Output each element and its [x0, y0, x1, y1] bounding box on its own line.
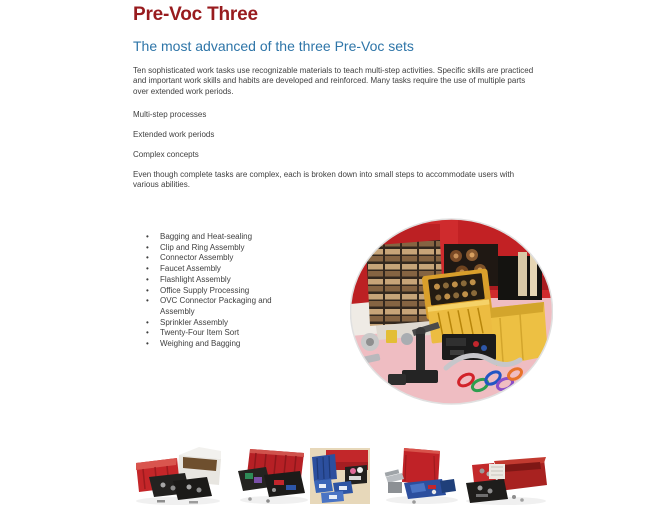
feature-line-3: Complex concepts	[133, 150, 199, 159]
compartment-trays-graphic	[238, 443, 312, 507]
task-list-item	[146, 286, 280, 297]
task-label: Sprinkler Assembly	[160, 317, 229, 327]
heat-sealer-trays-graphic	[384, 443, 462, 507]
task-label: OVC Connector Packaging and Assembly	[160, 296, 272, 316]
gallery-thumbnail-5[interactable]	[460, 443, 548, 507]
bullet-icon: •	[146, 317, 149, 327]
task-label: Weighing and Bagging	[160, 339, 241, 349]
gallery-thumbnail-2[interactable]	[238, 443, 312, 507]
task-label: Clip and Ring Assembly	[160, 242, 245, 252]
bullet-icon: •	[146, 328, 149, 338]
task-list-item	[146, 232, 280, 243]
page-subtitle: The most advanced of the three Pre-Voc sets	[133, 38, 414, 54]
task-list-item	[146, 264, 280, 275]
bullet-icon: •	[146, 339, 149, 349]
task-list-item	[146, 253, 280, 264]
task-label: Office Supply Processing	[160, 285, 250, 295]
bullet-icon: •	[146, 285, 149, 295]
red-tote-parts-tray-graphic	[460, 443, 548, 507]
task-label: Twenty-Four Item Sort	[160, 328, 240, 338]
bullet-icon: •	[146, 242, 149, 252]
task-list-item	[146, 318, 280, 329]
task-list-item	[146, 328, 280, 339]
gallery-thumbnail-3[interactable]	[309, 441, 371, 507]
feature-line-2: Extended work periods	[133, 130, 215, 139]
heat-sealer-tool	[385, 469, 404, 493]
note-paragraph: Even though complete tasks are complex, each is broken down into small steps to accommodate users with various abilities.	[133, 170, 515, 190]
task-label: Flashlight Assembly	[160, 274, 231, 284]
feature-line-1: Multi-step processes	[133, 110, 207, 119]
hero-product-collage-graphic	[350, 218, 553, 405]
task-list	[146, 232, 280, 350]
task-label: Faucet Assembly	[160, 264, 221, 274]
red-bin-hardware-trays-graphic	[133, 443, 228, 507]
task-label: Bagging and Heat-sealing	[160, 232, 253, 241]
bullet-icon: •	[146, 232, 149, 241]
task-list-item	[146, 339, 280, 350]
bullet-icon: •	[146, 296, 149, 306]
page-title: Pre-Voc Three	[133, 4, 258, 25]
hero-product-photo[interactable]	[350, 218, 553, 405]
gallery-thumbnail-4[interactable]	[384, 443, 462, 507]
task-list-item	[146, 296, 280, 317]
task-list-item	[146, 275, 280, 286]
bullet-icon: •	[146, 274, 149, 284]
yellow-organizer-case	[422, 268, 496, 344]
bullet-icon: •	[146, 253, 149, 263]
task-label: Connector Assembly	[160, 253, 234, 263]
task-list-item	[146, 243, 280, 254]
blue-sorting-bins-graphic	[309, 441, 371, 507]
gallery-thumbnail-1[interactable]	[133, 443, 228, 507]
intro-paragraph: Ten sophisticated work tasks use recognizable materials to teach multi-step activities. Specific skills are practiced and important work skills and habits are developed and reinforced. Many tasks require the use of multiple parts over extended work periods.	[133, 66, 534, 96]
bullet-icon: •	[146, 264, 149, 274]
